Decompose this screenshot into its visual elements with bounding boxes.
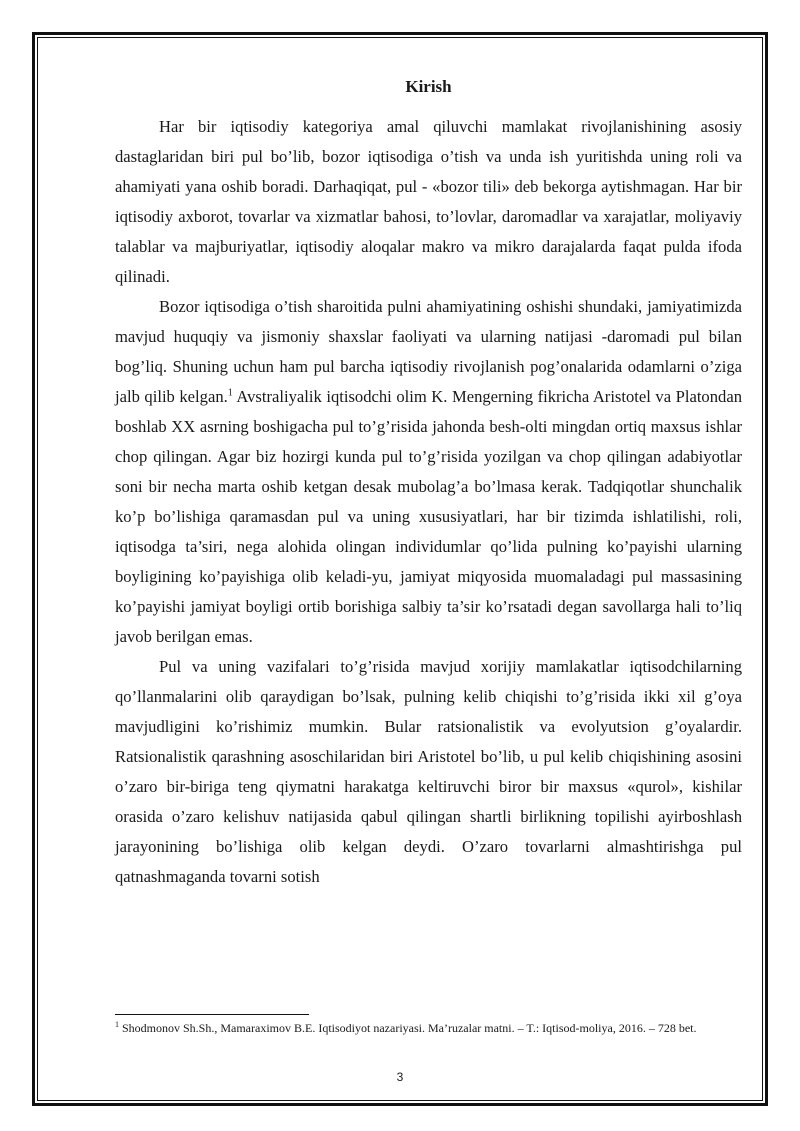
paragraph-1-text: Har bir iqtisodiy kategoriya amal qiluvchi mamlakat rivojlanishining asosiy dastaglaridan biri pul bo’lib, bozor iqtisodiga o’tish va unda ish yuritishda uning roli va ahamiyati yana oshib boradi. Darhaqiqat, pul - «bozor tili» deb bekorga aytishmagan. Har bir iqtisodiy axborot, tovarlar va xizmatlar bahosi, to’lovlar, daromadlar va xarajatlar, moliyaviy talablar va majburiyatlar, iqtisodiy aloqalar makro va mikro darajalarda faqat pulda ifoda qilinadi. xyxy=(115,117,742,286)
paragraph-3-text: Pul va uning vazifalari to’g’risida mavjud xorijiy mamlakatlar iqtisodchilarning qo’llanmalarini olib qaraydigan bo’lsak, pulning kelib chiqishi to’g’risida ikki xil g’oya mavjudligini ko’rishimiz mumkin. Bular ratsionalistik va evolyutsion g’oyalardir. Ratsionalistik qarashning asoschilaridan biri Aristotel bo’lib, u pul kelib chiqishining asosini o’zaro bir-biriga teng qiymatni harakatga keltiruvchi biror bir maxsus «qurol», kishilar orasida o’zaro kelishuv natijasida qabul qilingan shartli birlikning topilishi ayirboshlash jarayonining bo’lishiga olib kelgan deydi. O’zaro tovarlarni almashtirishga pul qatnashmaganda tovarni sotish xyxy=(115,657,742,886)
paragraph-2-text-b: Avstraliyalik iqtisodchi olim K. Mengerning fikricha Aristotel va Platondan boshlab XX asrning boshigacha pul to’g’risida jahonda besh-olti mingdan ortiq maxsus ishlar chop qilingan. Agar biz hozirgi kunda pul to’g’risida yozilgan va chop qilingan adabiyotlar soni bir necha marta oshib ketgan desak mubolag’a bo’lmasa kerak. Tadqiqotlar shunchalik ko’p bo’lishiga qaramasdan pul va uning xususiyatlari, har bir tizimda ishlatilishi, roli, iqtisodga ta’siri, nega alohida olingan individumlar qo’lida pulning ko’payishi ularning boyligining ko’payishiga olib keladi-yu, jamiyat miqyosida muomaladagi pul massasining ko’payishi jamiyat boyligi ortib borishiga salbiy ta’sir ko’rsatadi degan savollarga hali to’liq javob berilgan emas. xyxy=(115,387,742,646)
paragraph-2 xyxy=(115,292,742,652)
footnote-reference[interactable]: 1 xyxy=(227,387,233,399)
page-number: 3 xyxy=(396,1070,404,1084)
footnote-text: Shodmonov Sh.Sh., Mamaraximov B.E. Iqtisodiyot nazariyasi. Ma’ruzalar matni. – T.: Iqtisod-moliya, 2016. – 728 bet. xyxy=(119,1021,697,1035)
page-body xyxy=(115,72,742,892)
paragraph-1 xyxy=(115,112,742,292)
paragraph-3 xyxy=(115,652,742,892)
footnote xyxy=(115,1020,742,1036)
footnote-mark: 1 xyxy=(115,1020,119,1029)
section-title: Kirish xyxy=(405,77,452,96)
footnote-separator xyxy=(115,1014,309,1015)
paragraph-2-text-a: Bozor iqtisodiga o’tish sharoitida pulni ahamiyatining oshishi shundaki, jamiyatimizda mavjud huquqiy va jismoniy shaxslar faoliyati va ularning natijasi -daromadi pul bilan bog’liq. Shuning uchun ham pul barcha iqtisodiy rivojlanish pog’onalarida odamlarni o’ziga jalb qilib kelgan. xyxy=(115,297,742,406)
